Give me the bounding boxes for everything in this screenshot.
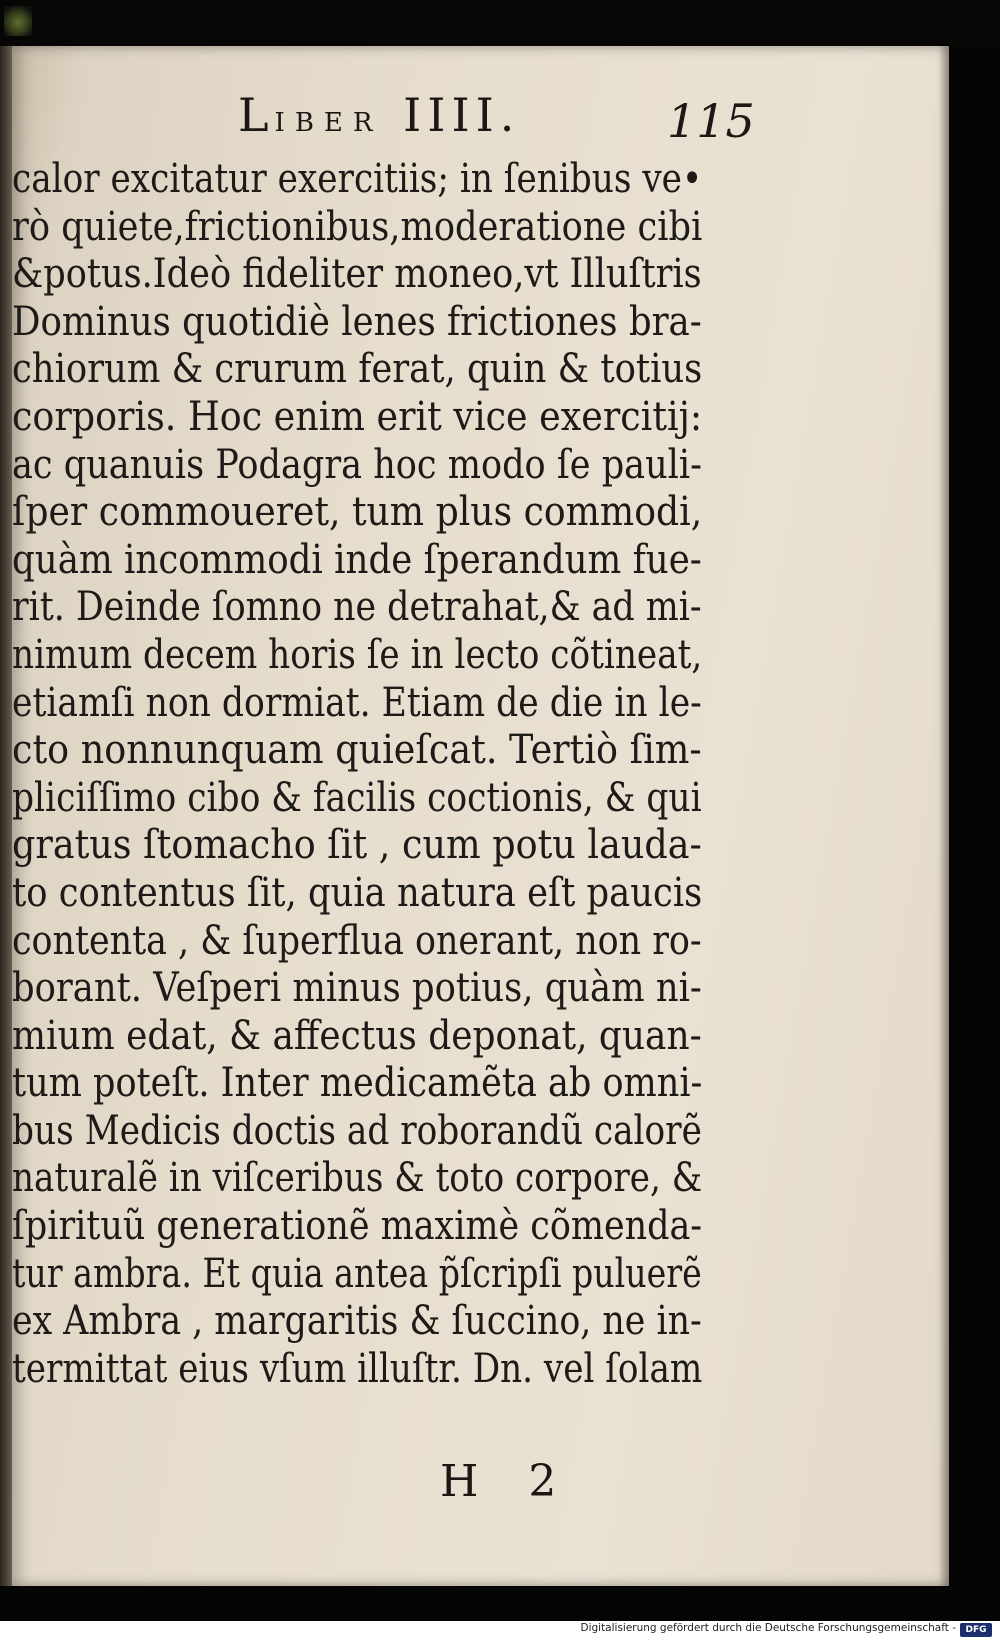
book-page xyxy=(12,46,949,1586)
text-line: ac quanuis Podagra hoc modo ſe pauli- xyxy=(12,441,702,488)
text-line: nimum decem horis ſe in lecto cõtineat, xyxy=(12,631,703,678)
text-line: termittat eius vſum illuſtr. Dn. vel ſolam xyxy=(12,1345,703,1392)
credit-text: Digitalisierung gefördert durch die Deutsche Forschungsgemeinschaft - xyxy=(580,1622,956,1634)
running-head-numeral: IIII. xyxy=(403,88,521,142)
text-line: naturalẽ in viſceribus & toto corpore, & xyxy=(12,1155,703,1202)
text-line: ex Ambra , margaritis & ſuccino, ne in- xyxy=(12,1298,702,1345)
credit-bar xyxy=(0,1621,1000,1639)
text-line: quàm incommodi inde ſperandum fue- xyxy=(12,536,702,583)
text-line: rò quiete,frictionibus,moderatione cibi xyxy=(12,203,703,250)
library-stamp-icon xyxy=(4,6,32,36)
running-head xyxy=(238,88,520,142)
text-line: bus Medicis doctis ad roborandũ calorẽ xyxy=(12,1107,702,1154)
text-line: chiorum & crurum ferat, quin & totius xyxy=(12,346,703,393)
text-line: calor excitatur exercitiis; in ſenibus ve• xyxy=(12,156,703,202)
text-line: corporis. Hoc enim erit vice exercitij: xyxy=(12,393,703,440)
text-line: pliciſſimo cibo & facilis coctionis, & qui xyxy=(12,774,702,821)
running-head-initial: L xyxy=(238,88,275,142)
text-line: cto nonnunquam quieſcat. Tertiò ſim- xyxy=(12,727,702,774)
dfg-logo-icon: DFG xyxy=(960,1623,992,1637)
text-line: borant. Veſperi minus potius, quàm ni- xyxy=(12,965,702,1012)
text-line: to contentus ſit, quia natura eſt paucis xyxy=(12,869,703,916)
body-text xyxy=(12,156,732,1393)
text-line: tum poteſt. Inter medicamẽta ab omni- xyxy=(12,1060,703,1107)
text-line: ſper commoueret, tum plus commodi, xyxy=(12,489,703,536)
text-line: contenta , & ſuperflua onerant, non ro- xyxy=(12,917,702,964)
text-line: rit. Deinde ſomno ne detrahat,& ad mi- xyxy=(12,584,702,631)
scan-top-border xyxy=(0,0,1000,46)
text-line: &potus.Ideò fideliter moneo,vt Illuſtris xyxy=(12,251,702,298)
text-line: tur ambra. Et quia antea p̃ſcripſi puluerẽ xyxy=(12,1250,702,1297)
signature-mark: H 2 xyxy=(440,1456,575,1507)
text-line: etiamſi non dormiat. Etiam de die in le- xyxy=(12,679,702,726)
text-line: gratus ſtomacho ſit , cum potu lauda- xyxy=(12,822,702,869)
text-line: ſpirituũ generationẽ maximè cõmenda- xyxy=(12,1203,703,1250)
page-number: 115 xyxy=(667,94,755,148)
text-line: Dominus quotidiè lenes frictiones bra- xyxy=(12,298,702,345)
text-line: mium edat, & affectus deponat, quan- xyxy=(12,1012,702,1059)
running-head-smallcaps: IBER xyxy=(274,108,383,138)
